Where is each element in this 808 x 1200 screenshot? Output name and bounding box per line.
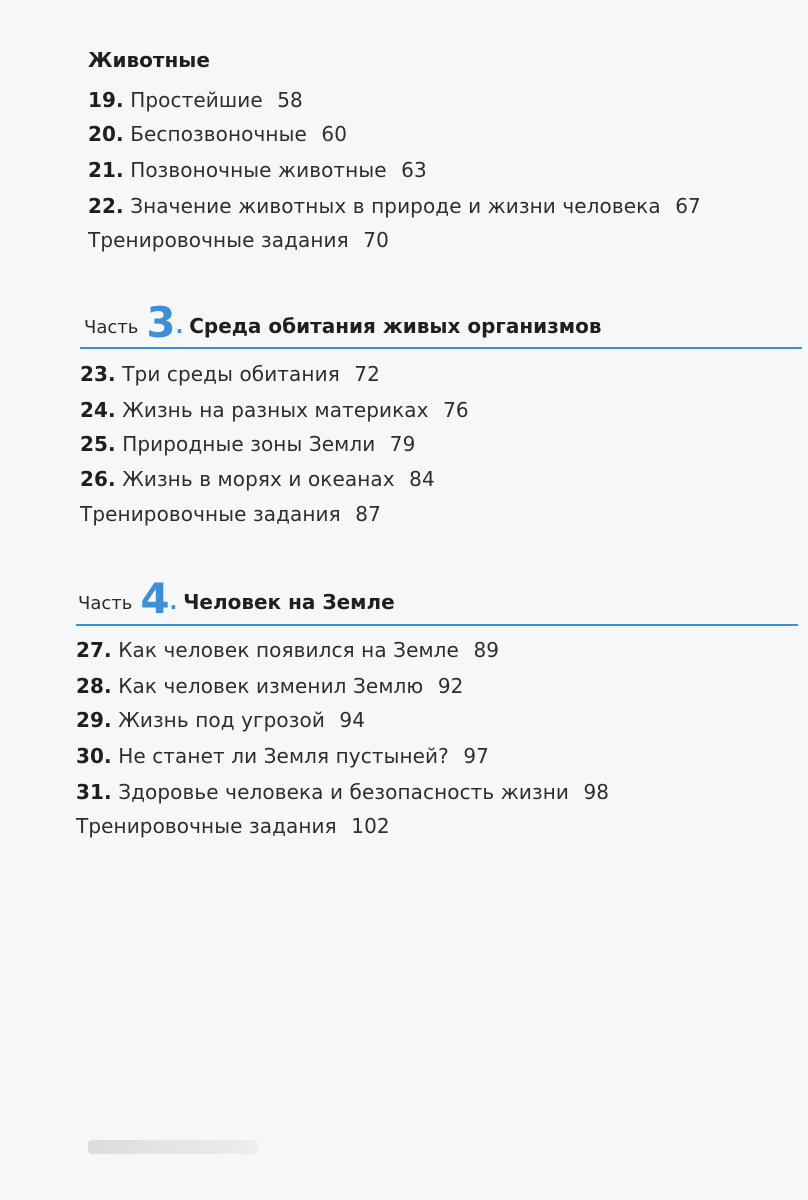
entry-page: 98 [583,780,610,804]
entry-number: 23. [80,362,116,386]
section-title-animals: Животные [88,48,210,72]
entry-page: 70 [363,228,389,252]
part-dot: . [169,590,178,614]
entry-title: Здоровье человека и безопасность жизни [118,780,570,804]
entry-title: Тренировочные задания [76,814,337,838]
entry-page: 94 [339,708,366,732]
entry-title: Три среды обитания [122,362,340,386]
toc-entry-25 [80,432,415,456]
entry-title: Как человек появился на Земле [118,638,459,662]
toc-entry-30 [76,744,489,768]
entry-title: Значение животных в природе и жизни человека [130,194,661,218]
toc-entry-28 [76,674,463,698]
toc-entry-22 [88,194,701,218]
entry-page: 72 [354,362,380,386]
entry-number: 19. [88,88,124,112]
entry-page: 58 [277,88,303,112]
toc-entry-20 [88,122,347,146]
entry-title: Позвоночные животные [130,158,387,182]
part-4-rule [76,624,798,626]
toc-entry-training-2 [80,502,381,526]
entry-page: 89 [473,638,500,662]
entry-title: Природные зоны Земли [122,432,376,456]
entry-number: 29. [76,708,112,732]
part-title: Среда обитания живых организмов [189,314,602,338]
toc-entry-training-1 [88,228,389,252]
part-3-rule [80,347,802,349]
part-title: Человек на Земле [183,590,395,614]
toc-entry-29 [76,708,365,732]
entry-title: Простейшие [130,88,263,112]
toc-entry-21 [88,158,427,182]
entry-page: 102 [351,814,390,838]
entry-number: 24. [80,398,116,422]
entry-page: 79 [389,432,416,456]
part-number: 4 [140,574,170,623]
entry-title: Жизнь на разных материках [122,398,429,422]
entry-number: 21. [88,158,124,182]
part-4-heading [78,574,395,623]
entry-number: 30. [76,744,112,768]
part-word: Часть [84,317,139,338]
part-word: Часть [78,593,133,614]
toc-entry-26 [80,467,435,491]
toc-entry-24 [80,398,469,422]
toc-entry-23 [80,362,380,386]
entry-number: 31. [76,780,112,804]
toc-entry-training-3 [76,814,390,838]
entry-title: Как человек изменил Землю [118,674,424,698]
toc-entry-27 [76,638,499,662]
entry-title: Жизнь в морях и океанах [122,467,395,491]
entry-title: Жизнь под угрозой [118,708,325,732]
entry-number: 22. [88,194,124,218]
entry-number: 20. [88,122,124,146]
entry-page: 67 [675,194,701,218]
toc-entry-31 [76,780,609,804]
part-number: 3 [146,298,176,347]
entry-number: 28. [76,674,112,698]
entry-title: Тренировочные задания [88,228,349,252]
entry-number: 25. [80,432,116,456]
entry-page: 84 [409,467,435,491]
entry-page: 92 [437,674,464,698]
part-3-heading [84,298,602,347]
entry-number: 26. [80,467,116,491]
entry-page: 97 [463,744,489,768]
toc-entry-19 [88,88,303,112]
entry-title: Беспозвоночные [130,122,307,146]
entry-number: 27. [76,638,112,662]
entry-title: Не станет ли Земля пустыней? [118,744,449,768]
entry-page: 87 [355,502,381,526]
part-dot: . [175,314,184,338]
entry-page: 76 [443,398,469,422]
entry-title: Тренировочные задания [80,502,341,526]
page-smudge [88,1140,258,1154]
entry-page: 63 [401,158,427,182]
entry-page: 60 [321,122,348,146]
